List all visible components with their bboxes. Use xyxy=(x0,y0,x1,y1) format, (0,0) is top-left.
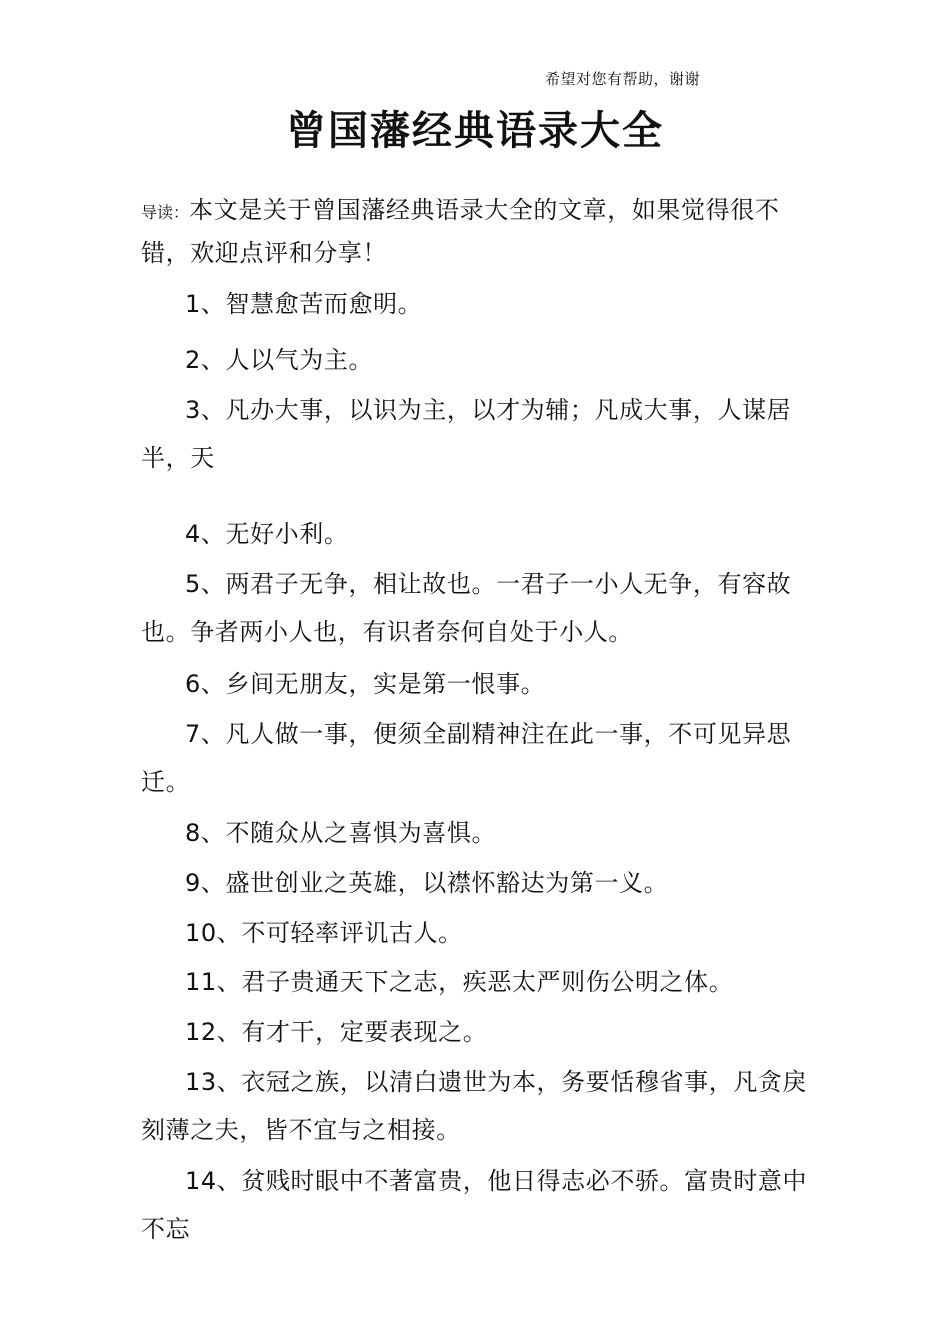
quote-item-12: 12、有才干，定要表现之。 xyxy=(185,1018,488,1046)
page-title: 曾国藩经典语录大全 xyxy=(286,108,664,154)
quote-item-7: 7、凡人做一事，便须全副精神注在此一事，不可见异思迁。 xyxy=(141,720,792,796)
quote-item-1: 1、智慧愈苦而愈明。 xyxy=(185,290,423,318)
quote-item-11: 11、君子贵通天下之志，疾恶太严则伤公明之体。 xyxy=(185,968,734,996)
quote-item-13: 13、衣冠之族，以清白遗世为本，务要恬穆省事，凡贪戾刻薄之夫，皆不宜与之相接。 xyxy=(141,1068,808,1144)
quote-item-3: 3、凡办大事，以识为主，以才为辅；凡成大事，人谋居半，天 xyxy=(141,396,792,472)
header-note: 希望对您有帮助，谢谢 xyxy=(544,70,700,88)
quote-item-9: 9、盛世创业之英雄，以襟怀豁达为第一义。 xyxy=(185,869,669,897)
intro-label: 导读： xyxy=(141,203,190,222)
quote-item-4: 4、无好小利。 xyxy=(185,520,349,548)
quote-item-6: 6、乡间无朋友，实是第一恨事。 xyxy=(185,670,546,698)
quote-item-8: 8、不随众从之喜惧为喜惧。 xyxy=(185,819,497,847)
quote-item-2: 2、人以气为主。 xyxy=(185,346,374,374)
intro-text: 本文是关于曾国藩经典语录大全的文章，如果觉得很不错，欢迎点评和分享！ xyxy=(141,196,780,267)
quote-item-10: 10、不可轻率评讥古人。 xyxy=(185,919,463,947)
quote-item-5: 5、两君子无争，相让故也。一君子一小人无争，有容故也。争者两小人也，有识者奈何自处于小人。 xyxy=(141,570,792,646)
intro-paragraph xyxy=(141,190,811,273)
quote-item-14: 14、贫贱时眼中不著富贵，他日得志必不骄。富贵时意中不忘 xyxy=(141,1167,808,1243)
